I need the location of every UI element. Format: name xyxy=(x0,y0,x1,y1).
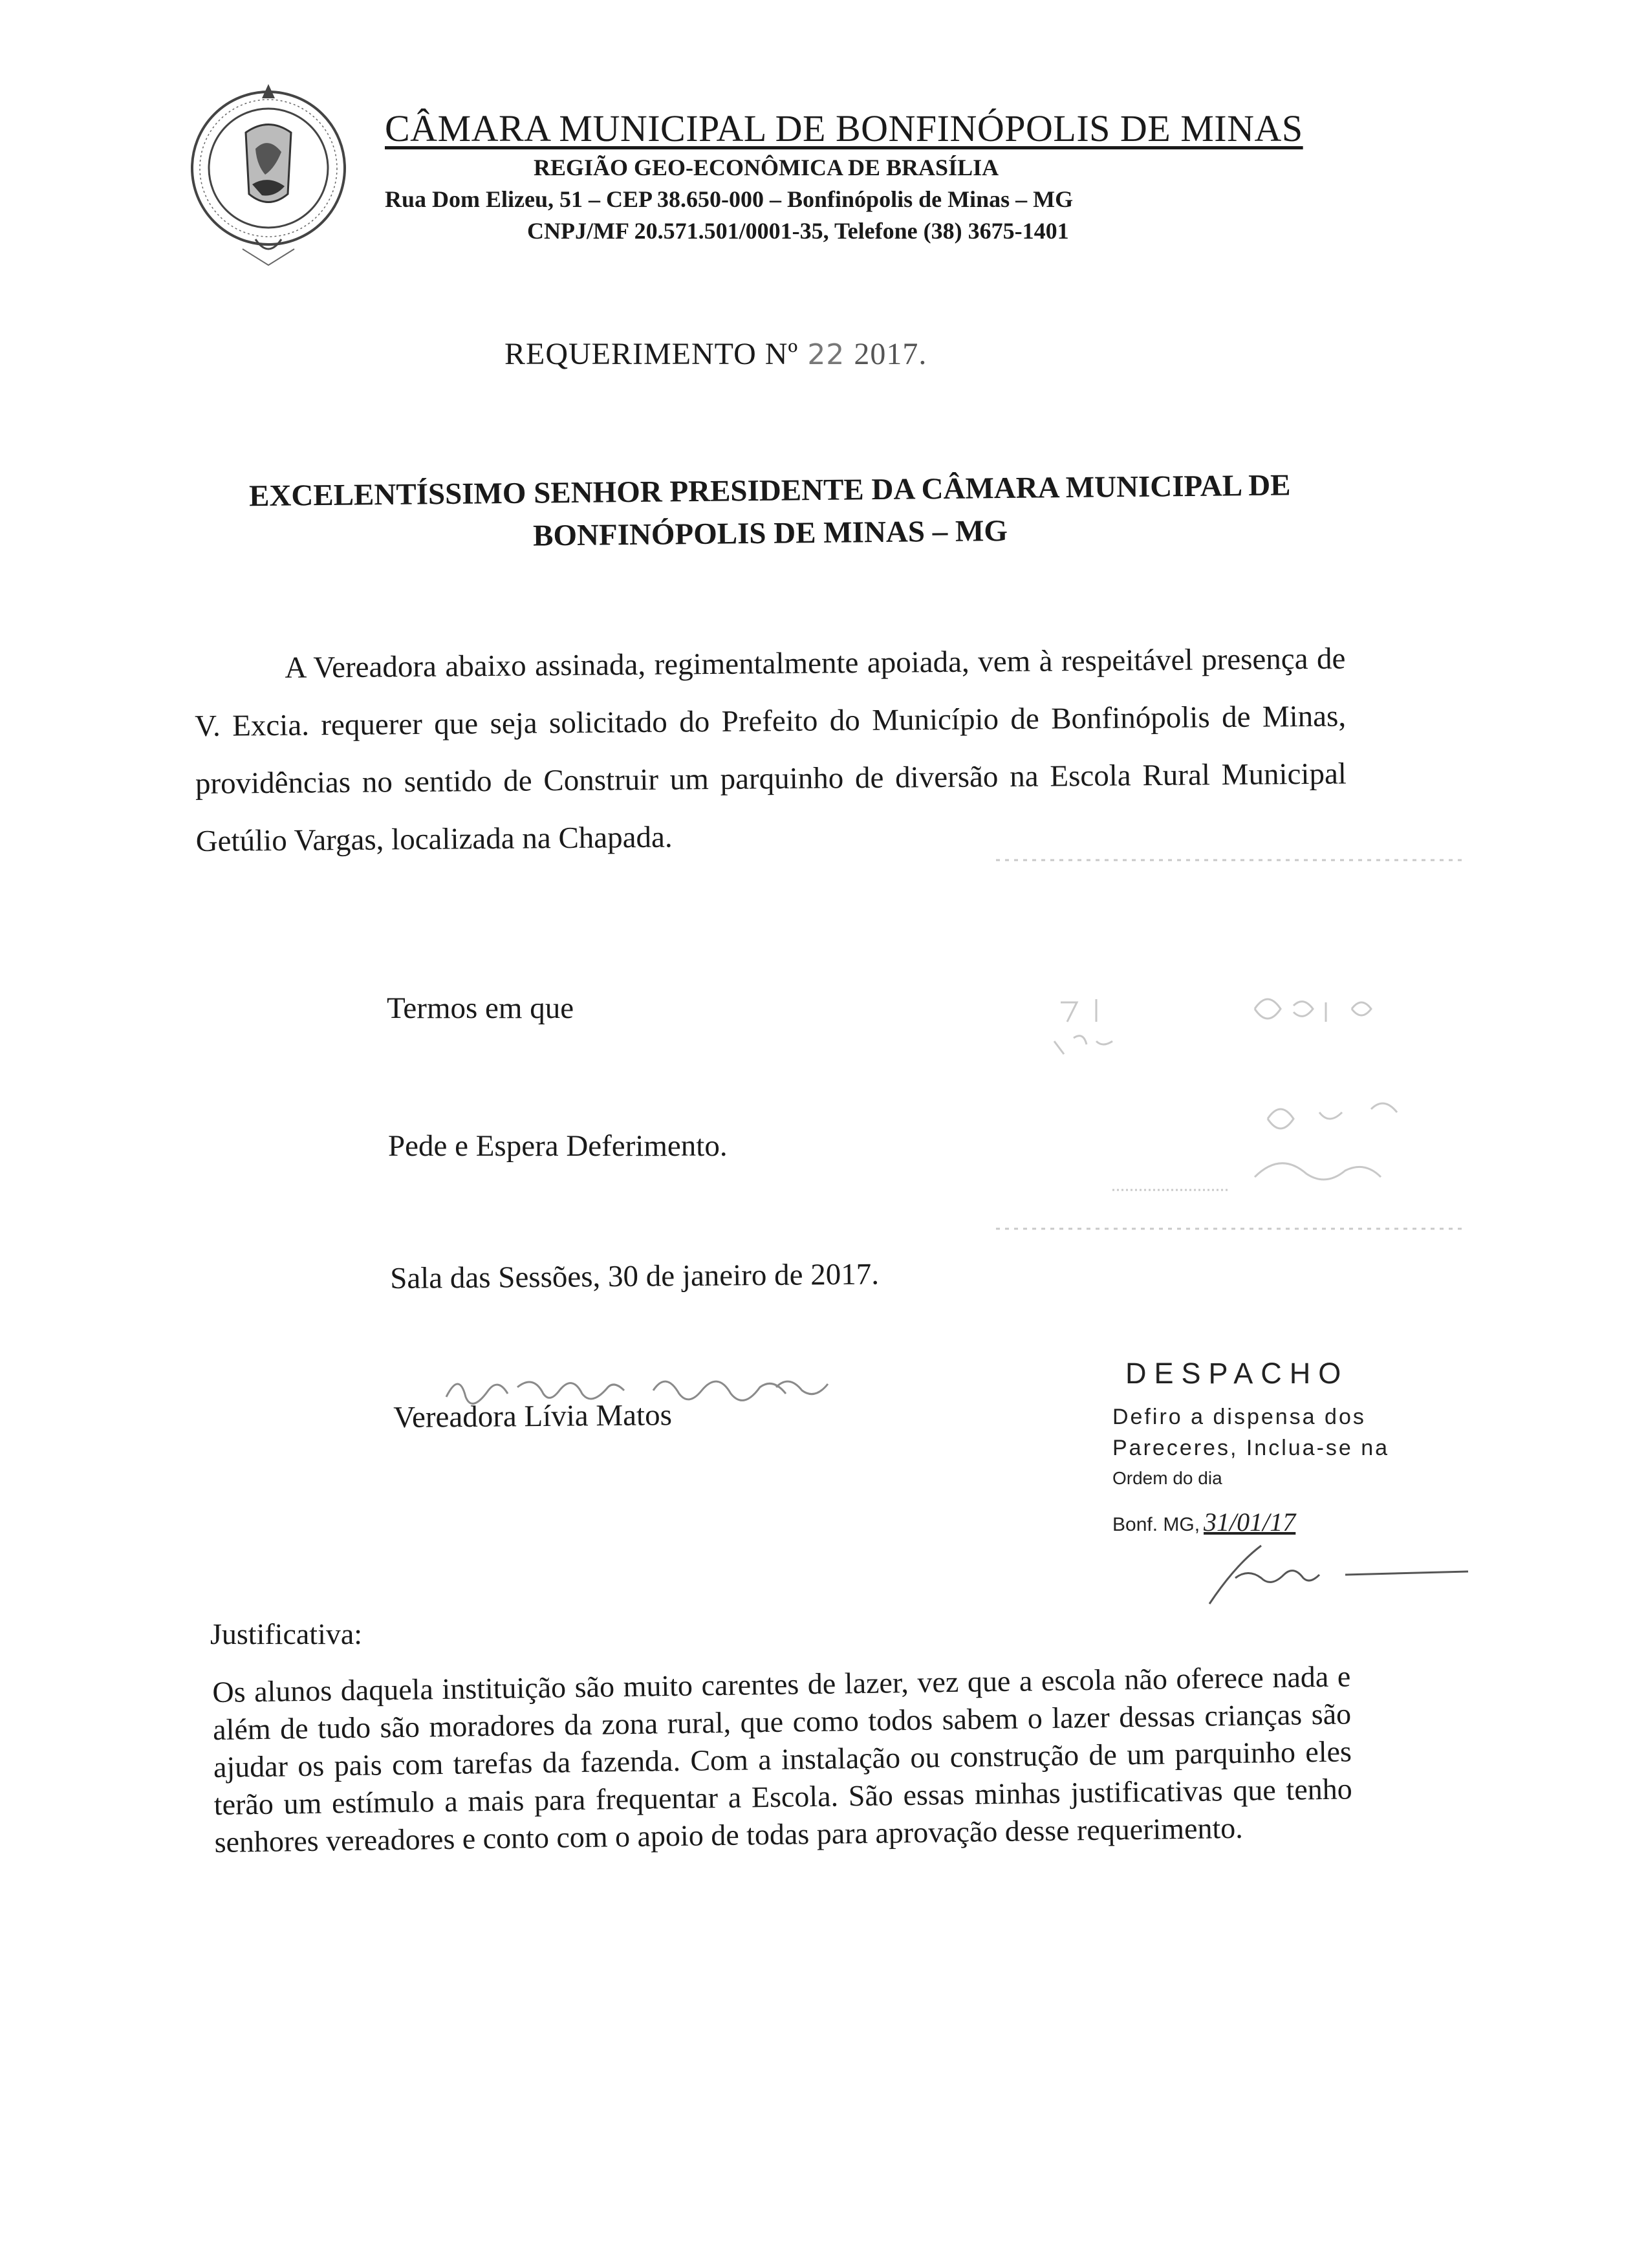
despacho-signature xyxy=(1196,1539,1475,1610)
justificativa-label: Justificativa: xyxy=(210,1617,363,1650)
closing-pede: Pede e Espera Deferimento. xyxy=(388,1129,728,1163)
closing-date-place: Sala das Sessões, 30 de janeiro de 2017. xyxy=(390,1257,880,1295)
address-line: Rua Dom Elizeu, 51 – CEP 38.650-000 – Bonfinópolis de Minas – MG xyxy=(385,186,1074,212)
despacho-date: 31/01/17 xyxy=(1204,1507,1296,1537)
request-text: A Vereadora abaixo assinada, regimentalmente apoiada, vem à respeitável presença de V. Excia. requerer que seja solicitado do Prefeito do Município de Bonfinópolis de Minas, providências no sentido de Construir um parquinho de diversão na Escola Rural Municipal Getúlio Vargas, localizada na Chapada. xyxy=(194,642,1347,858)
salutation-line-2: BONFINÓPOLIS DE MINAS – MG xyxy=(532,513,1008,553)
region-subtitle: REGIÃO GEO-ECONÔMICA DE BRASÍLIA xyxy=(534,155,999,180)
requerimento-year: 2017. xyxy=(854,337,927,371)
despacho-title: DESPACHO xyxy=(1125,1357,1349,1390)
closing-termos: Termos em que xyxy=(387,991,574,1025)
despacho-line-2: Pareceres, Inclua-se na xyxy=(1112,1436,1390,1460)
despacho-place: Bonf. MG, xyxy=(1112,1514,1200,1535)
salutation-line-1: EXCELENTÍSSIMO SENHOR PRESIDENTE DA CÂMARA MUNICIPAL DE xyxy=(248,468,1291,513)
request-paragraph xyxy=(194,630,1347,870)
despacho-line-1: Defiro a dispensa dos xyxy=(1112,1405,1366,1429)
requerimento-label: REQUERIMENTO Nº xyxy=(504,337,799,371)
protocol-stamp-mark xyxy=(983,854,1475,1242)
despacho-line-3: Ordem do dia xyxy=(1112,1468,1222,1488)
cnpj-phone-line: CNPJ/MF 20.571.501/0001-35, Telefone (38) 3675-1401 xyxy=(527,218,1069,244)
justificativa-text: Os alunos daquela instituição são muito carentes de lazer, vez que a escola não oferece nada e além de tudo são moradores da zona rural, que como todos sabem o lazer dessas crianças são ajudar os pais com tarefas da fazenda. Com a instalação ou construção de um parquinho eles terão um estímulo a mais para frequentar a Escola. São essas minhas justificativas que tenho senhores vereadores e conto com o apoio de todas para aprovação desse requerimento. xyxy=(212,1659,1353,1859)
signer-name: Vereadora Lívia Matos xyxy=(393,1398,673,1434)
salutation xyxy=(200,464,1339,561)
chamber-title: CÂMARA MUNICIPAL DE BONFINÓPOLIS DE MINAS xyxy=(385,107,1303,149)
requerimento-heading xyxy=(504,336,927,372)
despacho-place-date xyxy=(1112,1507,1295,1537)
requerimento-number: 22 xyxy=(807,338,845,371)
municipal-seal-icon xyxy=(184,71,352,278)
